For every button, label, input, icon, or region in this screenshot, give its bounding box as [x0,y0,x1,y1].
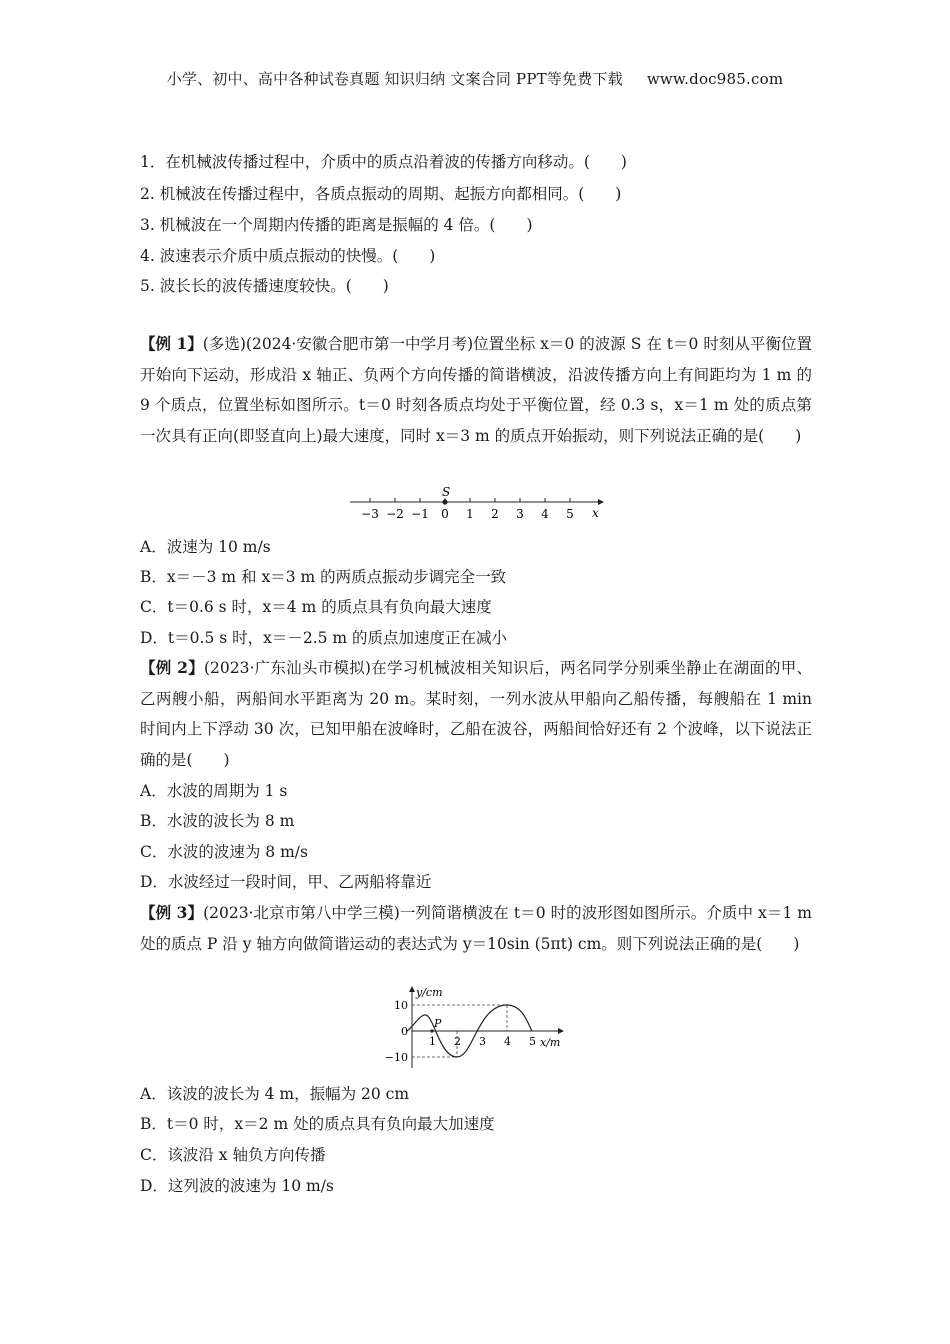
example-3-option-a: A．该波的波长为 4 m，振幅为 20 cm [140,1085,410,1103]
example-2-option-d: D．水波经过一段时间，甲、乙两船将靠近 [140,873,432,891]
axis-tick-label: 1 [466,507,474,521]
example-2-text: (2023·广东汕头市模拟)在学习机械波相关知识后，两名同学分别乘坐静止在湖面的甲、乙两艘小船，两船间水平距离为 20 m。某时刻，一列水波从甲船向乙船传播，每艘船在 1 min 时间内上下浮动 30 次，已知甲船在波峰时，乙船在波谷，两船间恰好还有 2 个波峰，以下说法正确的是( ) [140,659,812,769]
axis-tick-label: −3 [361,507,379,521]
axis-tick-label: 2 [491,507,499,521]
axis-tick-label: 0 [441,507,449,521]
page-header [0,68,950,89]
header-url[interactable]: www.doc985.com [646,70,784,88]
axis-tick-label: 5 [566,507,574,521]
axis-tick-label: 4 [541,507,549,521]
header-text: 小学、初中、高中各种试卷真题 知识归纳 文案合同 PPT等免费下载 [166,70,623,88]
x-tick-2: 2 [454,1035,461,1048]
x-tick-4: 4 [504,1035,511,1048]
example-2-stem [140,653,812,775]
y-tick-neg10: −10 [384,1051,408,1064]
example-2-label: 【例 2】 [140,658,204,677]
example-1-option-d: D．t＝0.5 s 时，x＝－2.5 m 的质点加速度正在减小 [140,629,508,647]
judgment-item-5: 5. 波长长的波传播速度较快。( ) [140,277,389,295]
y-axis-label: y/cm [416,986,443,999]
x-axis-arrow [558,1028,564,1034]
axis-tick-label: 3 [516,507,524,521]
x-tick-3: 3 [479,1035,486,1048]
judgment-item-4: 4. 波速表示介质中质点振动的快慢。( ) [140,247,436,265]
y-tick-10: 10 [394,999,408,1012]
example-2-option-a: A．水波的周期为 1 s [140,782,288,800]
example-1-text: (多选)(2024·安徽合肥市第一中学月考)位置坐标 x＝0 的波源 S 在 t＝0 时刻从平衡位置开始向下运动，形成沿 x 轴正、负两个方向传播的简谐横波，沿波传播方向上有间距均为 1 m 的 9 个质点，位置坐标如图所示。t＝0 时刻各质点均处于平衡位置，经 0.3 s，x＝1 m 处的质点第一次具有正向(即竖直向上)最大速度，同时 x＝3 m 的质点开始振动，则下列说法正确的是( ) [140,335,812,445]
example-1-option-a: A．波速为 10 m/s [140,538,271,556]
example-1-stem [140,329,812,451]
judgment-item-2: 2. 机械波在传播过程中，各质点振动的周期、起振方向都相同。( ) [140,185,622,203]
y-axis-arrow [409,986,415,992]
y-tick-0: 0 [401,1025,408,1038]
example-2-option-c: C．水波的波速为 8 m/s [140,843,308,861]
example-1-axis-figure [340,482,610,526]
x-axis-label: x/m [540,1036,561,1049]
axis-x-label: x [592,506,599,520]
example-1-option-c: C．t＝0.6 s 时，x＝4 m 的质点具有负向最大速度 [140,598,492,616]
example-3-text: (2023·北京市第八中学三模)一列简谐横波在 t＝0 时的波形图如图所示。介质中 x＝1 m 处的质点 P 沿 y 轴方向做简谐运动的表达式为 y＝10sin (5πt) cm。则下列说法正确的是( ) [140,904,812,953]
axis-tick-label: −2 [386,507,404,521]
source-label: S [442,485,451,499]
example-3-stem [140,898,812,959]
example-3-label: 【例 3】 [140,903,204,922]
example-3-option-d: D．这列波的波速为 10 m/s [140,1177,334,1195]
x-tick-1: 1 [429,1035,436,1048]
point-p-label: P [434,1017,442,1030]
x-tick-5: 5 [529,1035,536,1048]
x-axis-arrow [598,499,604,505]
example-2-option-b: B．水波的波长为 8 m [140,812,295,830]
example-1-label: 【例 1】 [140,334,203,353]
source-point [442,499,447,504]
axis-tick-label: −1 [411,507,429,521]
example-1-option-b: B．x＝－3 m 和 x＝3 m 的两质点振动步调完全一致 [140,568,507,586]
judgment-item-1: 1．在机械波传播过程中，介质中的质点沿着波的传播方向移动。( ) [140,153,627,171]
example-3-wave-figure [368,984,573,1076]
judgment-item-3: 3. 机械波在一个周期内传播的距离是振幅的 4 倍。( ) [140,216,533,234]
example-3-option-c: C．该波沿 x 轴负方向传播 [140,1146,326,1164]
example-3-option-b: B．t＝0 时，x＝2 m 处的质点具有负向最大加速度 [140,1115,495,1133]
